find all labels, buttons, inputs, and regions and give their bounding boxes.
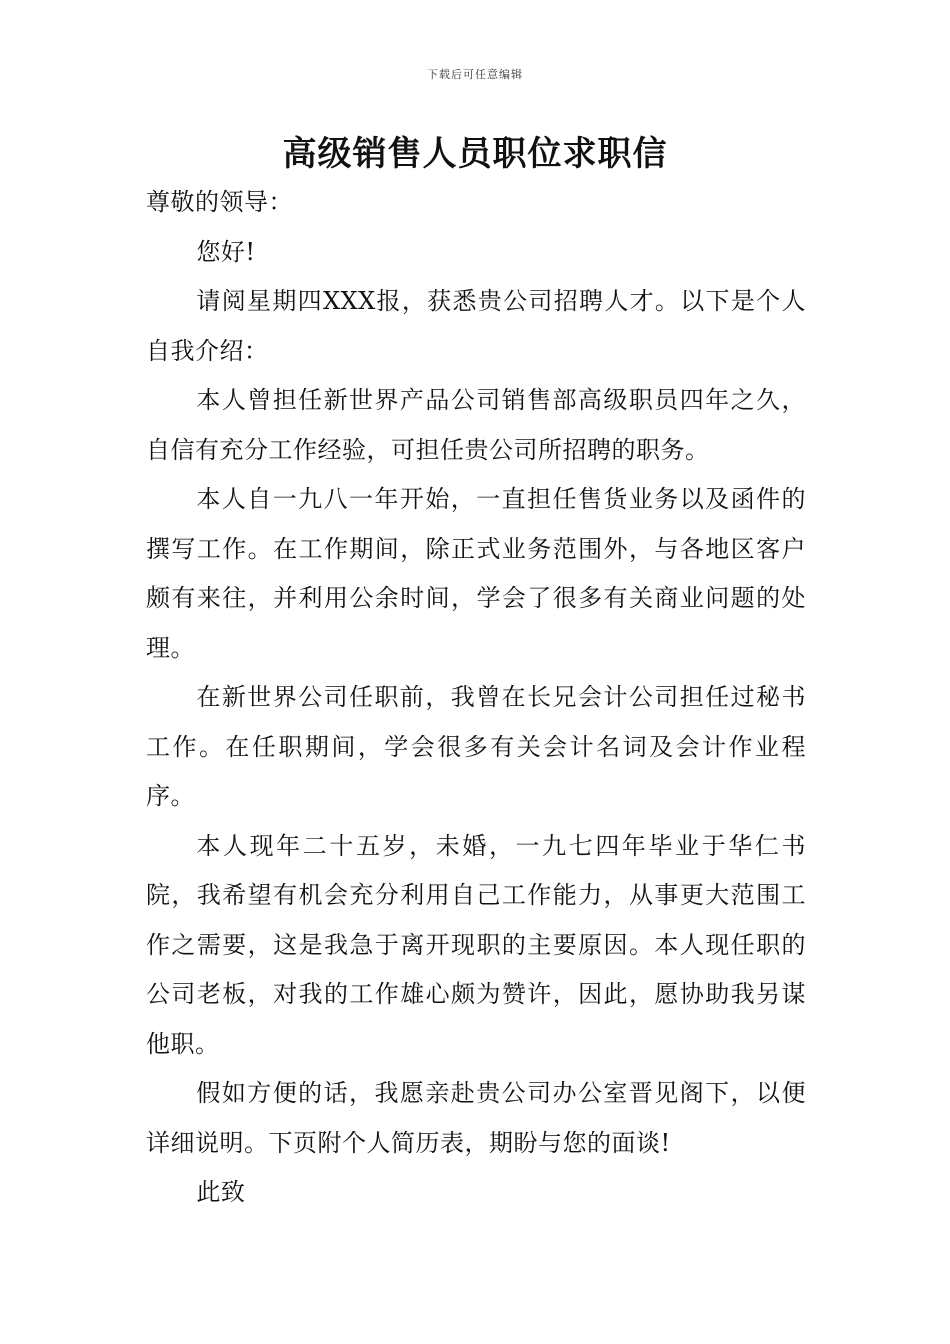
- paragraph-personal: 本人现年二十五岁，未婚，一九七四年毕业于华仁书院，我希望有机会充分利用自己工作能力，从事更大范围工作之需要，这是我急于离开现职的主要原因。本人现任职的公司老板，对我的工作雄心颇为赞许，因此，愿协助我另谋他职。: [146, 831, 806, 1058]
- paragraph-experience: 本人曾担任新世界产品公司销售部高级职员四年之久，自信有充分工作经验，可担任贵公司所招聘的职务。: [146, 386, 806, 464]
- paragraph-previous-job: 在新世界公司任职前，我曾在长兄会计公司担任过秘书工作。在任职期间，学会很多有关会计名词及会计作业程序。: [146, 683, 806, 810]
- document-title: 高级销售人员职位求职信: [282, 134, 668, 174]
- header-note: 下载后可任意编辑: [427, 68, 523, 81]
- paragraph-request: 假如方便的话，我愿亲赴贵公司办公室晋见阁下，以便详细说明。下页附个人简历表，期盼与您的面谈!: [146, 1079, 806, 1157]
- closing: 此致: [196, 1178, 246, 1206]
- salutation: 尊敬的领导：: [146, 188, 293, 216]
- letter-body: [146, 178, 806, 1218]
- paragraph-work-history: 本人自一九八一年开始，一直担任售货业务以及函件的撰写工作。在工作期间，除正式业务范围外，与各地区客户颇有来往，并利用公余时间，学会了很多有关商业问题的处理。: [146, 485, 806, 662]
- greeting: 您好!: [196, 237, 256, 266]
- paragraph-intro: 请阅星期四XXX报，获悉贵公司招聘人才。以下是个人自我介绍：: [146, 287, 806, 365]
